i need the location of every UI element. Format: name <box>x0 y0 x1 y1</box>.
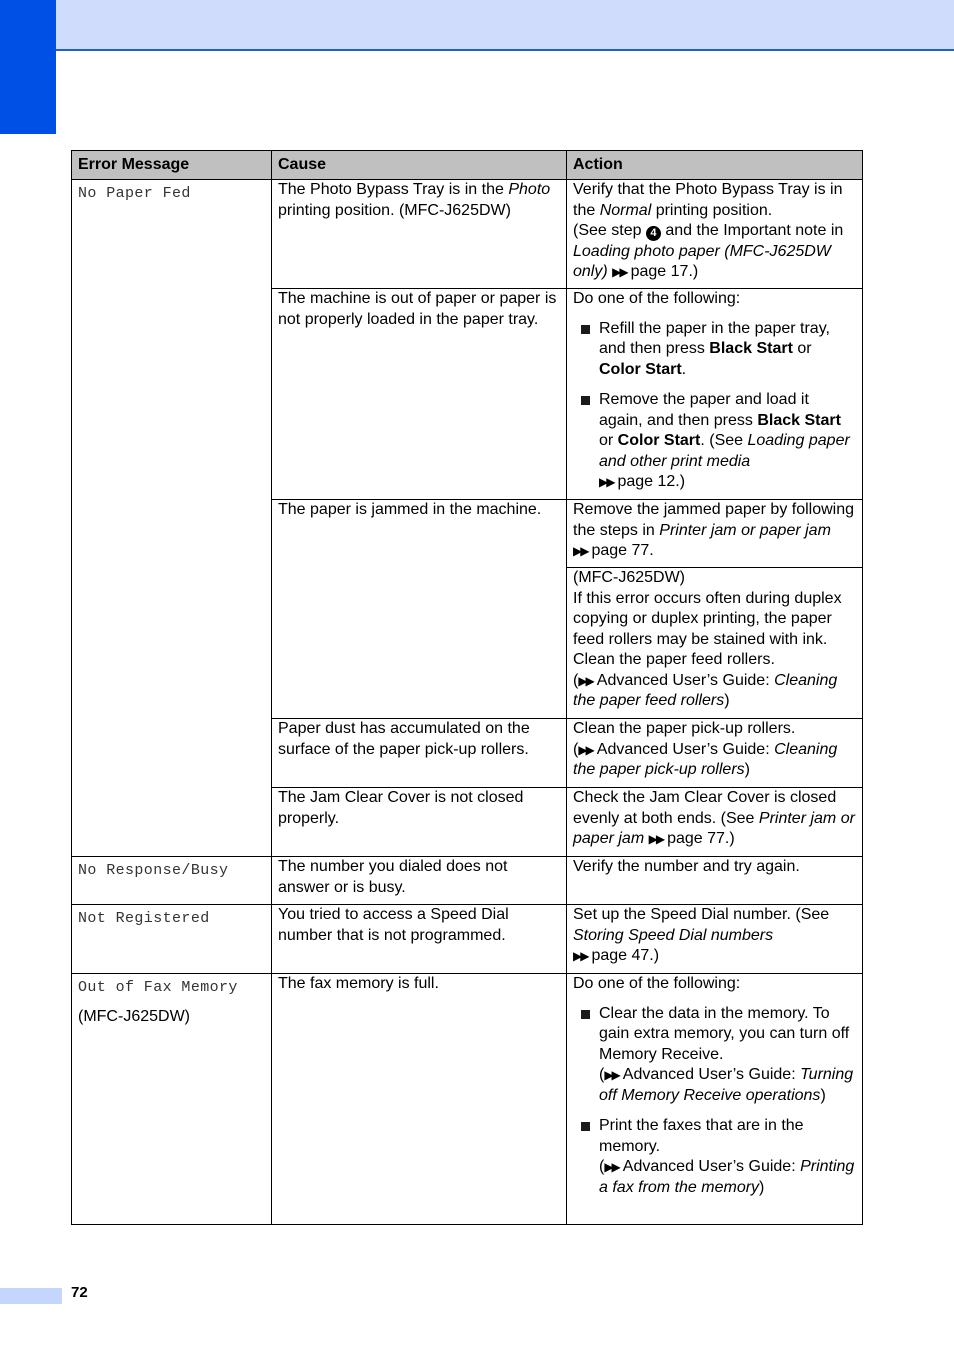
list-item: Print the faxes that are in the memory. (▶▶ Advanced User’s Guide: Printing a fax from the memory) <box>573 1116 856 1198</box>
error-message: Not Registered <box>78 910 210 927</box>
see-page-arrows-icon: ▶▶ <box>573 544 588 558</box>
see-guide-arrows-icon: ▶▶ <box>578 673 593 688</box>
error-cell <box>72 905 272 974</box>
error-message: Out of Fax Memory <box>78 979 238 996</box>
model-note: (MFC-J625DW) <box>78 1007 190 1025</box>
table-header-row <box>72 151 863 180</box>
cause-cell: The paper is jammed in the machine. <box>272 500 567 719</box>
header-band <box>0 0 954 51</box>
action-cell: (MFC-J625DW) If this error occurs often during duplex copying or duplex printing, the paper feed rollers may be stained with ink. Clean the paper feed rollers. (▶▶ Advanced User’s Guide: Cleaning the paper feed rollers) <box>567 568 863 719</box>
list-item: Remove the paper and load it again, and then press Black Start or Color Start. (See Loading paper and other print media ▶▶ page 12.) <box>573 390 856 493</box>
header-action: Action <box>567 151 863 180</box>
action-list <box>573 1004 856 1199</box>
see-page-arrows-icon: ▶▶ <box>612 265 627 279</box>
table-row <box>72 905 863 974</box>
action-cell: Do one of the following: Clear the data in the memory. To gain extra memory, you can turn off Memory Receive. (▶▶ Advanced User’s Guide: Turning off Memory Receive operations) Print the faxes that are in the memory. (▶▶ Advanced User’s Guide: Printing a fax from the memory) <box>567 974 863 1225</box>
error-cell <box>72 180 272 857</box>
see-guide-arrows-icon: ▶▶ <box>604 1068 619 1082</box>
cause-cell: The machine is out of paper or paper is not properly loaded in the paper tray. <box>272 289 567 500</box>
action-cell: Clean the paper pick-up rollers. (▶▶ Advanced User’s Guide: Cleaning the paper pick-up rollers) <box>567 719 863 788</box>
cause-cell: Paper dust has accumulated on the surface of the paper pick-up rollers. <box>272 719 567 788</box>
action-cell: Set up the Speed Dial number. (See Storing Speed Dial numbers ▶▶ page 47.) <box>567 905 863 974</box>
see-page-arrows-icon: ▶▶ <box>648 832 664 846</box>
action-cell: Check the Jam Clear Cover is closed evenly at both ends. (See Printer jam or paper jam ▶▶ page 77.) <box>567 788 863 857</box>
cause-cell: The number you dialed does not answer or is busy. <box>272 857 567 905</box>
error-messages-table <box>71 150 863 1225</box>
action-list <box>573 319 856 493</box>
action-cell: Remove the jammed paper by following the steps in Printer jam or paper jam ▶▶ page 77. <box>567 500 863 568</box>
see-page-arrows-icon: ▶▶ <box>573 949 588 963</box>
header-cause: Cause <box>272 151 567 180</box>
error-cell <box>72 857 272 905</box>
action-cell: Verify the number and try again. <box>567 857 863 905</box>
see-guide-arrows-icon: ▶▶ <box>604 1160 619 1174</box>
list-item: Clear the data in the memory. To gain extra memory, you can turn off Memory Receive. (▶▶ Advanced User’s Guide: Turning off Memory Receive operations) <box>573 1004 856 1107</box>
cause-cell: You tried to access a Speed Dial number that is not programmed. <box>272 905 567 974</box>
error-cell <box>72 974 272 1225</box>
step-number-badge: 4 <box>646 226 661 241</box>
page-number: 72 <box>71 1284 88 1301</box>
error-message: No Response/Busy <box>78 862 229 879</box>
cause-cell: The fax memory is full. <box>272 974 567 1225</box>
chapter-tab <box>0 0 56 134</box>
cause-cell: The Photo Bypass Tray is in the Photo printing position. (MFC-J625DW) <box>272 180 567 289</box>
action-cell: Verify that the Photo Bypass Tray is in the Normal printing position. (See step 4 and the Important note in Loading photo paper (MFC-J625DW only) ▶▶ page 17.) <box>567 180 863 289</box>
cause-cell: The Jam Clear Cover is not closed properly. <box>272 788 567 857</box>
header-error-message: Error Message <box>72 151 272 180</box>
table-row <box>72 974 863 1225</box>
error-message: No Paper Fed <box>78 185 191 202</box>
action-cell: Do one of the following: Refill the paper in the paper tray, and then press Black Start or Color Start. Remove the paper and load it again, and then press Black Start or Color Start. (See Loading paper and other print media ▶▶ page 12.) <box>567 289 863 500</box>
see-guide-arrows-icon: ▶▶ <box>578 742 593 757</box>
table-row <box>72 857 863 905</box>
table-row <box>72 180 863 289</box>
list-item: Refill the paper in the paper tray, and then press Black Start or Color Start. <box>573 319 856 381</box>
footer-band <box>0 1288 62 1304</box>
see-page-arrows-icon: ▶▶ <box>599 475 614 489</box>
